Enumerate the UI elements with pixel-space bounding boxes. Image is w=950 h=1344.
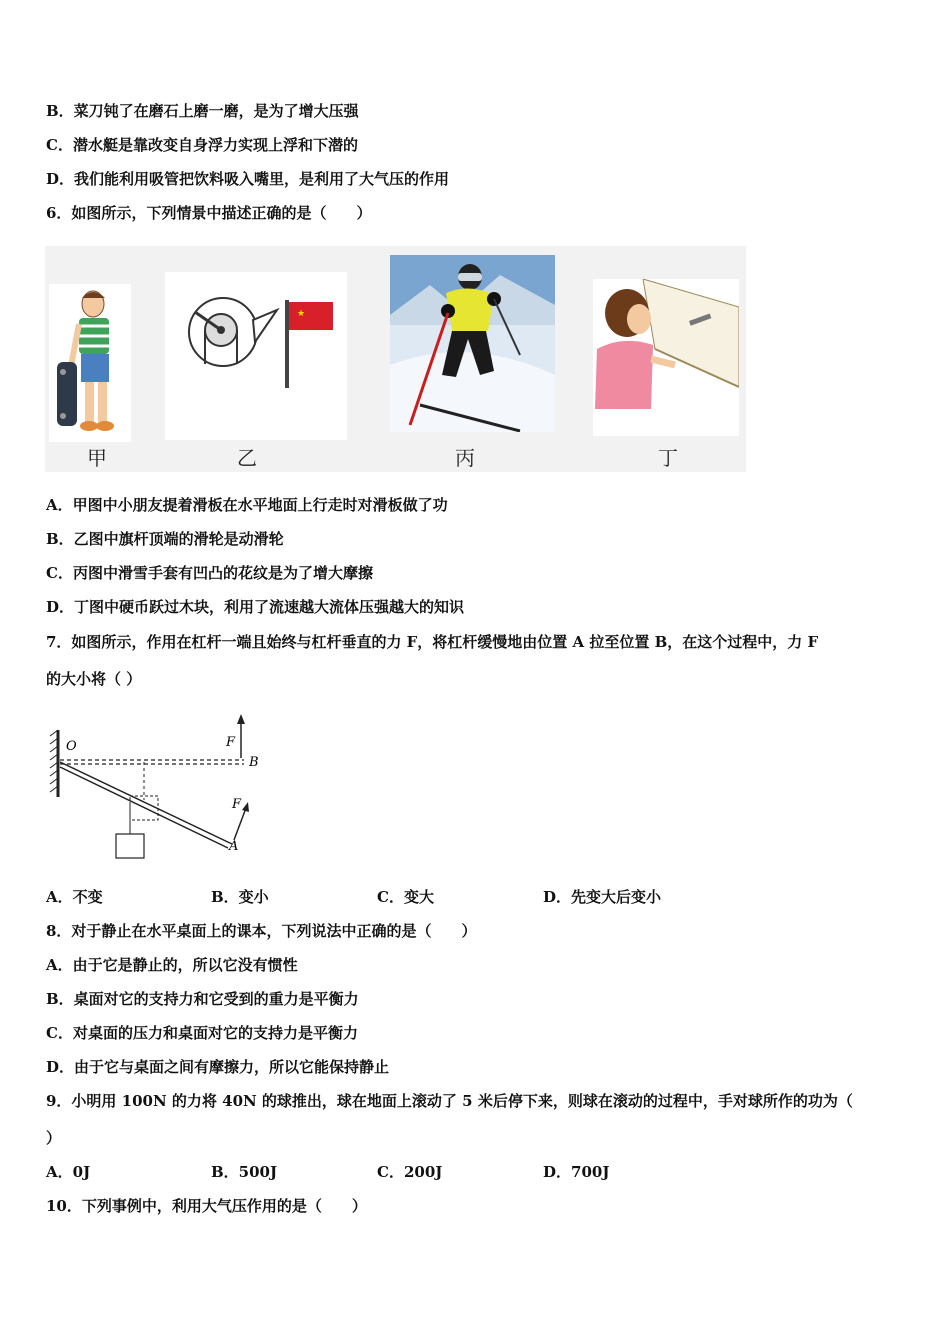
question-8: 8．对于静止在水平桌面上的课本，下列说法中正确的是（ ） [46,922,477,940]
option-a-q9: A．0J [46,1163,91,1181]
question-7-line-1: 7．如图所示，作用在杠杆一端且始终与杠杆垂直的力 F，将杠杆缓慢地由位置 A 拉至位置 B，在这个过程中，力 F [46,633,819,651]
label-a: A [229,839,239,854]
caption-yi: 乙 [237,446,257,470]
option-c-q5: C．潜水艇是靠改变自身浮力实现上浮和下潜的 [46,136,358,154]
figure-q6 [45,246,746,472]
question-9-line-1: 9．小明用 100N 的力将 40N 的球推出，球在地面上滚动了 5 米后停下来，则球在滚动的过程中，手对球所作的功为（ [46,1092,853,1110]
svg-text:★: ★ [297,309,306,319]
question-7-line-2: 的大小将（ ） [46,670,142,688]
label-f-bottom: F [232,797,242,812]
caption-jia: 甲 [87,446,107,470]
option-b-q6: B．乙图中旗杆顶端的滑轮是动滑轮 [46,530,284,548]
panel-yi-blank-1 [165,398,233,440]
option-a-q8: A．由于它是静止的，所以它没有惯性 [46,956,298,974]
panel-ding [593,279,739,436]
option-d-q9: D．700J [543,1163,610,1181]
option-a-q7: A．不变 [46,888,103,906]
option-d-q6: D．丁图中硬币跃过木块，利用了流速越大流体压强越大的知识 [46,598,465,616]
option-b-q8: B．桌面对它的支持力和它受到的重力是平衡力 [46,990,359,1008]
option-d-q8: D．由于它与桌面之间有摩擦力，所以它能保持静止 [46,1058,390,1076]
option-d-q5: D．我们能利用吸管把饮料吸入嘴里，是利用了大气压的作用 [46,170,450,188]
option-c-q8: C．对桌面的压力和桌面对它的支持力是平衡力 [46,1024,358,1042]
option-b-q7: B．变小 [211,888,269,906]
option-b-q5: B．菜刀钝了在磨石上磨一磨，是为了增大压强 [46,102,359,120]
option-c-q9: C．200J [377,1163,443,1181]
caption-bing: 丙 [455,446,475,470]
option-a-q6: A．甲图中小朋友提着滑板在水平地面上行走时对滑板做了功 [46,496,448,514]
lever-diagram [46,712,276,867]
label-o: O [66,739,77,754]
option-b-q9: B．500J [211,1163,278,1181]
label-f-top: F [226,735,236,750]
option-c-q6: C．丙图中滑雪手套有凹凸的花纹是为了增大摩擦 [46,564,373,582]
panel-yi-blank-2 [235,406,287,440]
label-b: B [249,755,259,770]
option-c-q7: C．变大 [377,888,434,906]
panel-bing [390,255,555,432]
question-10: 10．下列事例中，利用大气压作用的是（ ） [46,1197,367,1215]
panel-jia [49,284,131,442]
question-6: 6．如图所示，下列情景中描述正确的是（ ） [46,204,372,222]
option-d-q7: D．先变大后变小 [543,888,662,906]
caption-ding: 丁 [658,446,678,470]
question-9-line-2: ） [46,1129,62,1147]
